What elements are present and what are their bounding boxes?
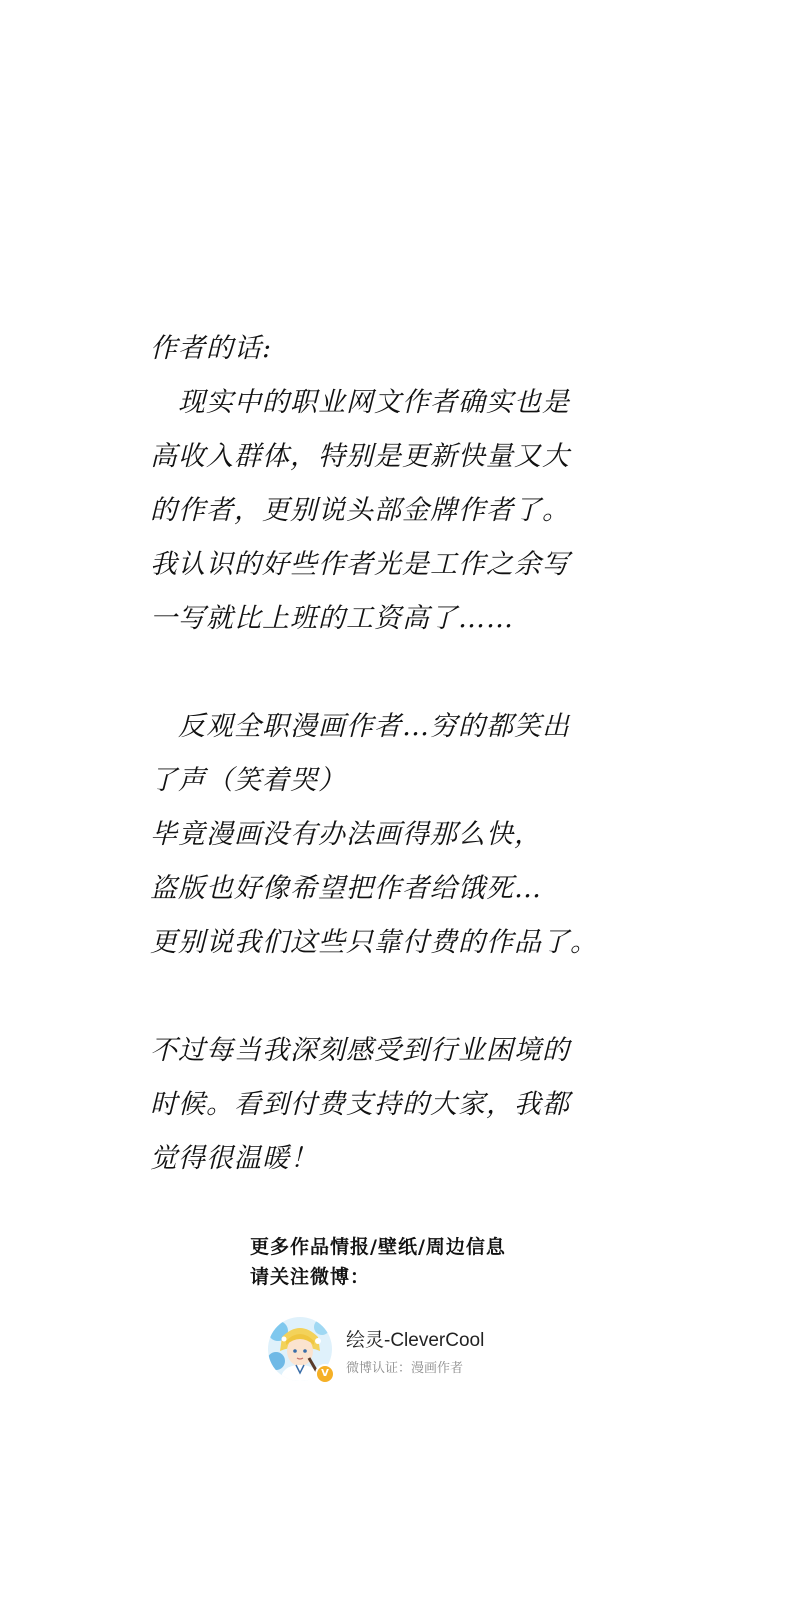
account-name[interactable]: 绘灵-CleverCool [346, 1330, 485, 1351]
paragraph-gap [150, 970, 670, 1024]
paragraph-3 [150, 1024, 670, 1186]
note-line: 更别说我们这些只靠付费的作品了。 [150, 927, 598, 958]
weibo-promo [250, 1232, 570, 1292]
note-line: 一写就比上班的工资高了…… [150, 603, 514, 634]
note-line: 时候。看到付费支持的大家，我都 [150, 1089, 570, 1120]
note-line: 我认识的好些作者光是工作之余写 [150, 549, 570, 580]
promo-line-2: 请关注微博： [250, 1266, 371, 1288]
note-line: 高收入群体，特别是更新快量又大 [150, 441, 570, 472]
paragraph-2 [150, 700, 670, 970]
note-line: 反观全职漫画作者…穷的都笑出 [150, 711, 570, 742]
verified-v-icon: V [315, 1364, 335, 1384]
note-line: 不过每当我深刻感受到行业困境的 [150, 1035, 570, 1066]
note-line: 觉得很温暖！ [150, 1143, 318, 1174]
paragraph-gap [150, 646, 670, 700]
author-note [150, 322, 670, 1186]
promo-line-1: 更多作品情报/壁纸/周边信息 [250, 1236, 506, 1258]
note-line: 盗版也好像希望把作者给饿死… [150, 873, 542, 904]
note-line: 了声（笑着哭） [150, 765, 346, 796]
note-title: 作者的话: [150, 333, 273, 364]
note-line: 毕竟漫画没有办法画得那么快， [150, 819, 542, 850]
paragraph-1 [150, 376, 670, 646]
weibo-account-card[interactable] [268, 1317, 568, 1383]
note-line: 的作者，更别说头部金牌作者了。 [150, 495, 570, 526]
account-verification: 微博认证：漫画作者 [346, 1360, 464, 1375]
note-line: 现实中的职业网文作者确实也是 [150, 387, 570, 418]
